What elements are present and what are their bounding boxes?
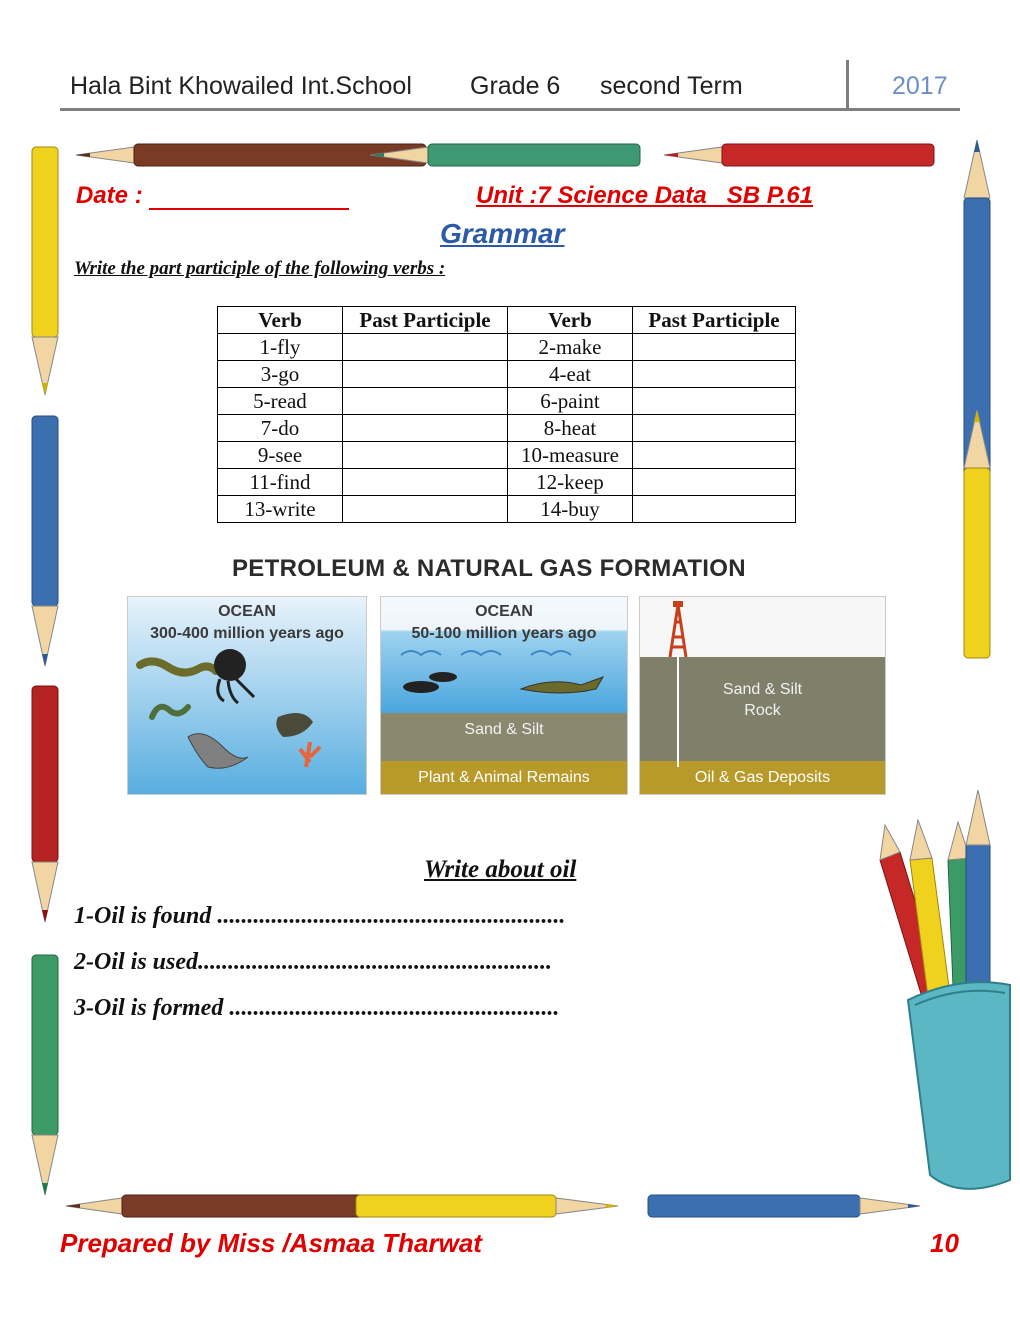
verb-cell: 10-measure (508, 442, 633, 469)
left-pencil-blue-icon (32, 416, 58, 666)
table-row (218, 415, 796, 442)
answer-cell[interactable] (343, 469, 508, 496)
panel2-subtitle: 50-100 million years ago (411, 625, 597, 642)
figure-panel-3 (639, 596, 886, 795)
bottom-pencil-brown-icon (66, 1195, 386, 1217)
verb-cell: 5-read (218, 388, 343, 415)
table-row (218, 388, 796, 415)
panel1-title: OCEAN (218, 603, 276, 620)
answer-cell[interactable] (343, 361, 508, 388)
date-blank[interactable] (149, 188, 349, 210)
panel1-subtitle: 300-400 million years ago (150, 625, 344, 642)
panel3-layer-sand: Sand & Silt (722, 681, 803, 698)
page-number: 10 (930, 1228, 959, 1258)
table-row (218, 469, 796, 496)
answer-cell[interactable] (633, 496, 796, 523)
instruction-text: Write the part participle of the following verbs : (74, 258, 446, 279)
answer-cell[interactable] (343, 334, 508, 361)
school-name: Hala Bint Khowailed Int.School (70, 72, 412, 100)
date-field[interactable] (76, 182, 349, 210)
answer-cell[interactable] (633, 388, 796, 415)
answer-cell[interactable] (633, 415, 796, 442)
verb-cell: 6-paint (508, 388, 633, 415)
left-pencil-red-icon (32, 686, 58, 922)
header-verb: Verb (508, 307, 633, 334)
year-label: 2017 (892, 72, 948, 100)
verb-cell: 8-heat (508, 415, 633, 442)
answer-cell[interactable] (343, 415, 508, 442)
verb-cell: 3-go (218, 361, 343, 388)
verb-cell: 7-do (218, 415, 343, 442)
verb-cell: 14-buy (508, 496, 633, 523)
panel2-title: OCEAN (475, 603, 533, 620)
verb-cell: 4-eat (508, 361, 633, 388)
oil-question-2[interactable]: 2-Oil is used........................................................... (74, 949, 553, 975)
oil-question-3[interactable]: 3-Oil is formed ....................................................... (74, 995, 560, 1021)
verb-cell: 1-fly (218, 334, 343, 361)
table-header-row (218, 307, 796, 334)
answer-cell[interactable] (343, 496, 508, 523)
figure-title: PETROLEUM & NATURAL GAS FORMATION (232, 555, 746, 582)
bottom-pencil-blue-icon (648, 1195, 920, 1217)
panel2-layer-sand: Sand & Silt (464, 721, 544, 738)
table-row (218, 496, 796, 523)
verb-table (217, 306, 796, 523)
pencil-cup-icon (880, 790, 1010, 1189)
footer-prepared-by: Prepared by Miss /Asmaa Tharwat (60, 1228, 482, 1258)
verb-cell: 11-find (218, 469, 343, 496)
verb-cell: 12-keep (508, 469, 633, 496)
header-verb: Verb (218, 307, 343, 334)
top-pencil-red-icon (664, 144, 934, 166)
panel3-layer-rock: Rock (744, 702, 781, 719)
term-label: second Term (600, 72, 743, 100)
table-row (218, 334, 796, 361)
panel2-layer-remains: Plant & Animal Remains (418, 769, 590, 786)
table-row (218, 442, 796, 469)
header-past-participle: Past Participle (633, 307, 796, 334)
verb-cell: 13-write (218, 496, 343, 523)
unit-title: Unit :7 Science Data SB P.61 (476, 182, 814, 209)
oil-question-1[interactable]: 1-Oil is found .......................................................... (74, 903, 566, 929)
verb-cell: 2-make (508, 334, 633, 361)
figure-panel-2 (380, 596, 628, 795)
header-past-participle: Past Participle (343, 307, 508, 334)
figure-panel-1 (127, 596, 367, 795)
verb-cell: 9-see (218, 442, 343, 469)
answer-cell[interactable] (633, 361, 796, 388)
bottom-pencil-yellow-icon (356, 1195, 618, 1217)
answer-cell[interactable] (633, 442, 796, 469)
grade-label: Grade 6 (470, 72, 561, 100)
answer-cell[interactable] (343, 442, 508, 469)
answer-cell[interactable] (633, 334, 796, 361)
date-label: Date : (76, 182, 143, 209)
answer-cell[interactable] (633, 469, 796, 496)
left-pencil-yellow-icon (32, 147, 58, 395)
answer-cell[interactable] (343, 388, 508, 415)
table-row (218, 361, 796, 388)
left-pencil-green-icon (32, 955, 58, 1195)
panel3-layer-deposits: Oil & Gas Deposits (694, 769, 831, 786)
section-title: Grammar (440, 218, 565, 249)
write-about-heading: Write about oil (424, 856, 577, 883)
